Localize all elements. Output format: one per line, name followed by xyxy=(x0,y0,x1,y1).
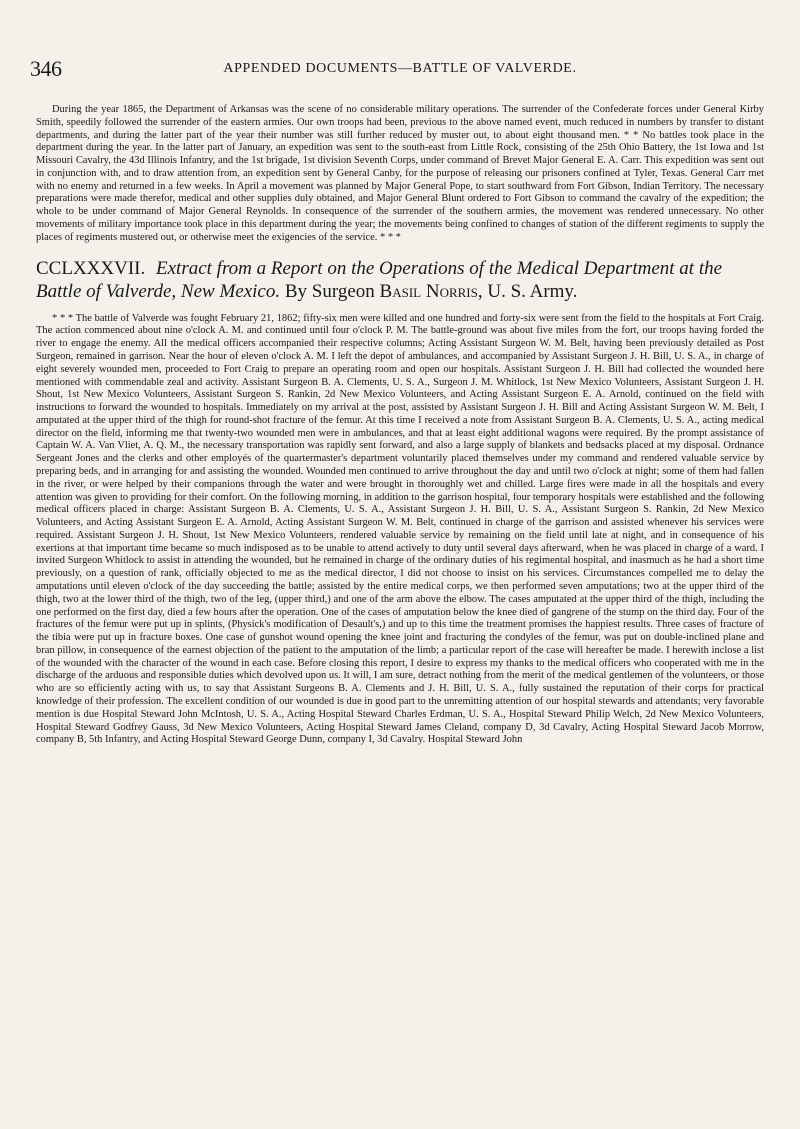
byline-prefix: By Surgeon xyxy=(284,280,375,302)
section-title-text: Extract from a Report on the Operations of the Medical Department at the Battle of Valverde, New Mexico. xyxy=(36,257,723,302)
report-paragraph: * * * The battle of Valverde was fought February 21, 1862; fifty-six men were killed and one hundred and forty-six were sent from the field to the hospitals at Fort Craig. The action commenced about nine o'clock A. M. and continued until four o'clock P. M. The battle-ground was about five miles from the fort, our troops having forded the river to engage the enemy. All the medical officers accompanied their respective columns; Acting Assistant Surgeon W. M. Belt, having been previously detailed as Post Surgeon, remained in garrison. Near the hour of eleven o'clock A. M. I left the depot of ambulances, and accompanied by Assistant Surgeon J. H. Bill, U. S. A., in charge of eight severely wounded men, proceeded to Fort Craig to prepare an operating room and open our hospitals. Assistant Surgeon J. H. Bill had collected the wounded here mentioned with commendable zeal and activity. Assistant Surgeon B. A. Clements, U. S. A., Surgeon J. M. Whitlock, 1st New Mexico Volunteers, Assistant Surgeon J. H. Shout, 1st New Mexico Volunteers, Assistant Surgeon S. Rankin, 2d New Mexico Volunteers, and Acting Assistant Surgeon E. A. Arnold, continued on the field with instructions to forward the wounded to hospitals. Immediately on my arrival at the post, assisted by Assistant Surgeon J. H. Bill and Acting Assistant Surgeon W. M. Belt, I amputated at the upper third of the thigh for round-shot fracture of the femur. At this time I received a note from Assistant Surgeon B. A. Clements, U. S. A., acting medical director on the field, informing me that twenty-two wounded men were in ambulances, and that at least eight additional wagons were required. By the prompt assistance of Captain W. A. Van Vliet, A. Q. M., the necessary transportation was rapidly sent forward, and also a large supply of blankets and bedsacks placed at my disposal. Ordnance Sergeant Jones and the clerks and other employés of the quartermaster's department voluntarily placed themselves under my command and rendered valuable service by preparing beds, and in arranging for and assisting the wounded. Wounded men continued to arrive throughout the day and until two o'clock at night; some of them had fallen in the river, or were helped by their companions through the water and were brought in thoroughly wet and chilled. Large fires were made in all the hospitals and every attention was given to providing for their comfort. On the following morning, in addition to the garrison hospital, four temporary hospitals were established and the following medical officers placed in charge: Assistant Surgeon B. A. Clements, U. S. A., Assistant Surgeon J. H. Bill, U. S. A., Assistant Surgeon S. Rankin, 2d New Mexico Volunteers, and Acting Assistant Surgeon E. A. Arnold, Acting Assistant Surgeon W. M. Belt, continued in charge of the garrison and assisted whenever his services were required. Assistant Surgeon J. H. Shout, 1st New Mexico Volunteers, rendered valuable service by remaining on the field until late at night, and in consequence of his exertions at that important time became so much indisposed as to be unable to attend actively to duty until several days afterward, when he was placed in charge of a ward. I invited Surgeon Whitlock to assist in attending the wounded, but he remained in charge of the ordinary duties of his regimental hospital, and inasmuch as he had a short time previously, on a question of rank, officially objected to me as the medical director, I did not choose to insist on his services. Circumstances compelled me to delay the amputations until eleven o'clock of the day succeeding the battle; assisted by the entire medical corps, we then performed seven amputations; two at the upper third of the thigh, two at the lower third of the thigh, two of the leg, (upper third,) and one of the arm above the elbow. The cases amputated at the upper third of the thigh, including the one performed on the first day, died a few hours after the operation. One of the cases of amputation below the knee died of gangrene of the stump on the third day. Four of the fractures of the femur were put up in splints, (Physick's modification of Desault's,) and up to this time the treatment promises the happiest results. Three cases of fracture of the tibia were put up in fracture boxes. One case of gunshot wound opening the knee joint and fracturing the condyles of the femur, was put on double-inclined plane and bran pillow, in consequence of the earnest objection of the patient to the amputation of the limb; a particular report of the case will hereafter be made. I herewith inclose a list of the wounded with the character of the wound in each case. Before closing this report, I desire to express my thanks to the medical officers who cooperated with me in the discharge of the arduous and responsible duties which devolved upon us. It will, I am sure, detract nothing from the merit of the medical gentlemen of the volunteers, or those who are so efficiently acting with us, to say that Assistant Surgeons B. A. Clements and J. H. Bill, U. S. A., fully sustained the reputation of their corps for practical knowledge of their profession. The excellent condition of our wounded is due in good part to the unremitting attention of our hospital stewards and attendants; very favorable mention is due Hospital Steward John McIntosh, U. S. A., Acting Hospital Steward Charles Erdman, U. S. A., Hospital Steward Philip Welch, 2d New Mexico Volunteers, Hospital Steward Godfrey Gauss, 3d New Mexico Volunteers, Acting Hospital Steward James Cleland, company D, 3d Cavalry, Acting Hospital Steward Jacob Morrow, company B, 5th Infantry, and Acting Hospital Steward George Dunn, company I, 3d Cavalry. Hospital Steward John xyxy=(36,312,764,746)
intro-paragraph: During the year 1865, the Department of Arkansas was the scene of no considerable military operations. The surrender of the Confederate forces under General Kirby Smith, speedily followed the surrender of the eastern armies. Our own troops had been, previous to the above named event, much reduced in numbers by transfer to distant departments, and during the latter part of the year their number was still further reduced by muster out, to about eight thousand men. * * No battles took place in the department during the year. In the latter part of January, an expedition was sent to the south-east from Little Rock, consisting of the 25th Ohio Battery, the 1st Iowa and 1st Missouri Cavalry, the 43d Illinois Infantry, and the 1st brigade, 1st division Seventh Corps, under command of Brevet Major General E. A. Carr. This expedition was sent out in conjunction with, and to draw attention from, an expedition sent by General Canby, for the purpose of releasing our prisoners confined at Tyler, Texas. General Carr met with no enemy and returned in a few weeks. In April a movement was planned by Major General Pope, to start southward from Fort Gibson, Indian Territory. The necessary preparations were made therefor, medical and other supplies duly obtained, and Major General Blunt ordered to Fort Gibson to command the cavalry of the expedition; the whole to be under command of Major General Reynolds. In consequence of the surrender of the southern armies, the movement was rendered unnecessary. No other movements of military importance took place in this department during the year; the movements being confined to changes of station of the different regiments to supply the places of regiments mustered out, or otherwise meet the exigencies of the service. * * * xyxy=(36,104,764,243)
page-header xyxy=(30,56,764,104)
running-head: APPENDED DOCUMENTS—BATTLE OF VALVERDE. xyxy=(223,61,577,76)
section-title xyxy=(36,257,764,303)
section-number: CCLXXXVII. xyxy=(36,257,146,279)
byline-suffix: , U. S. Army. xyxy=(477,280,578,302)
document-page xyxy=(30,0,764,747)
author-name: Basil Norris xyxy=(379,280,478,302)
page-number: 346 xyxy=(30,56,62,81)
intro-section xyxy=(36,104,764,245)
report-section xyxy=(36,313,764,748)
